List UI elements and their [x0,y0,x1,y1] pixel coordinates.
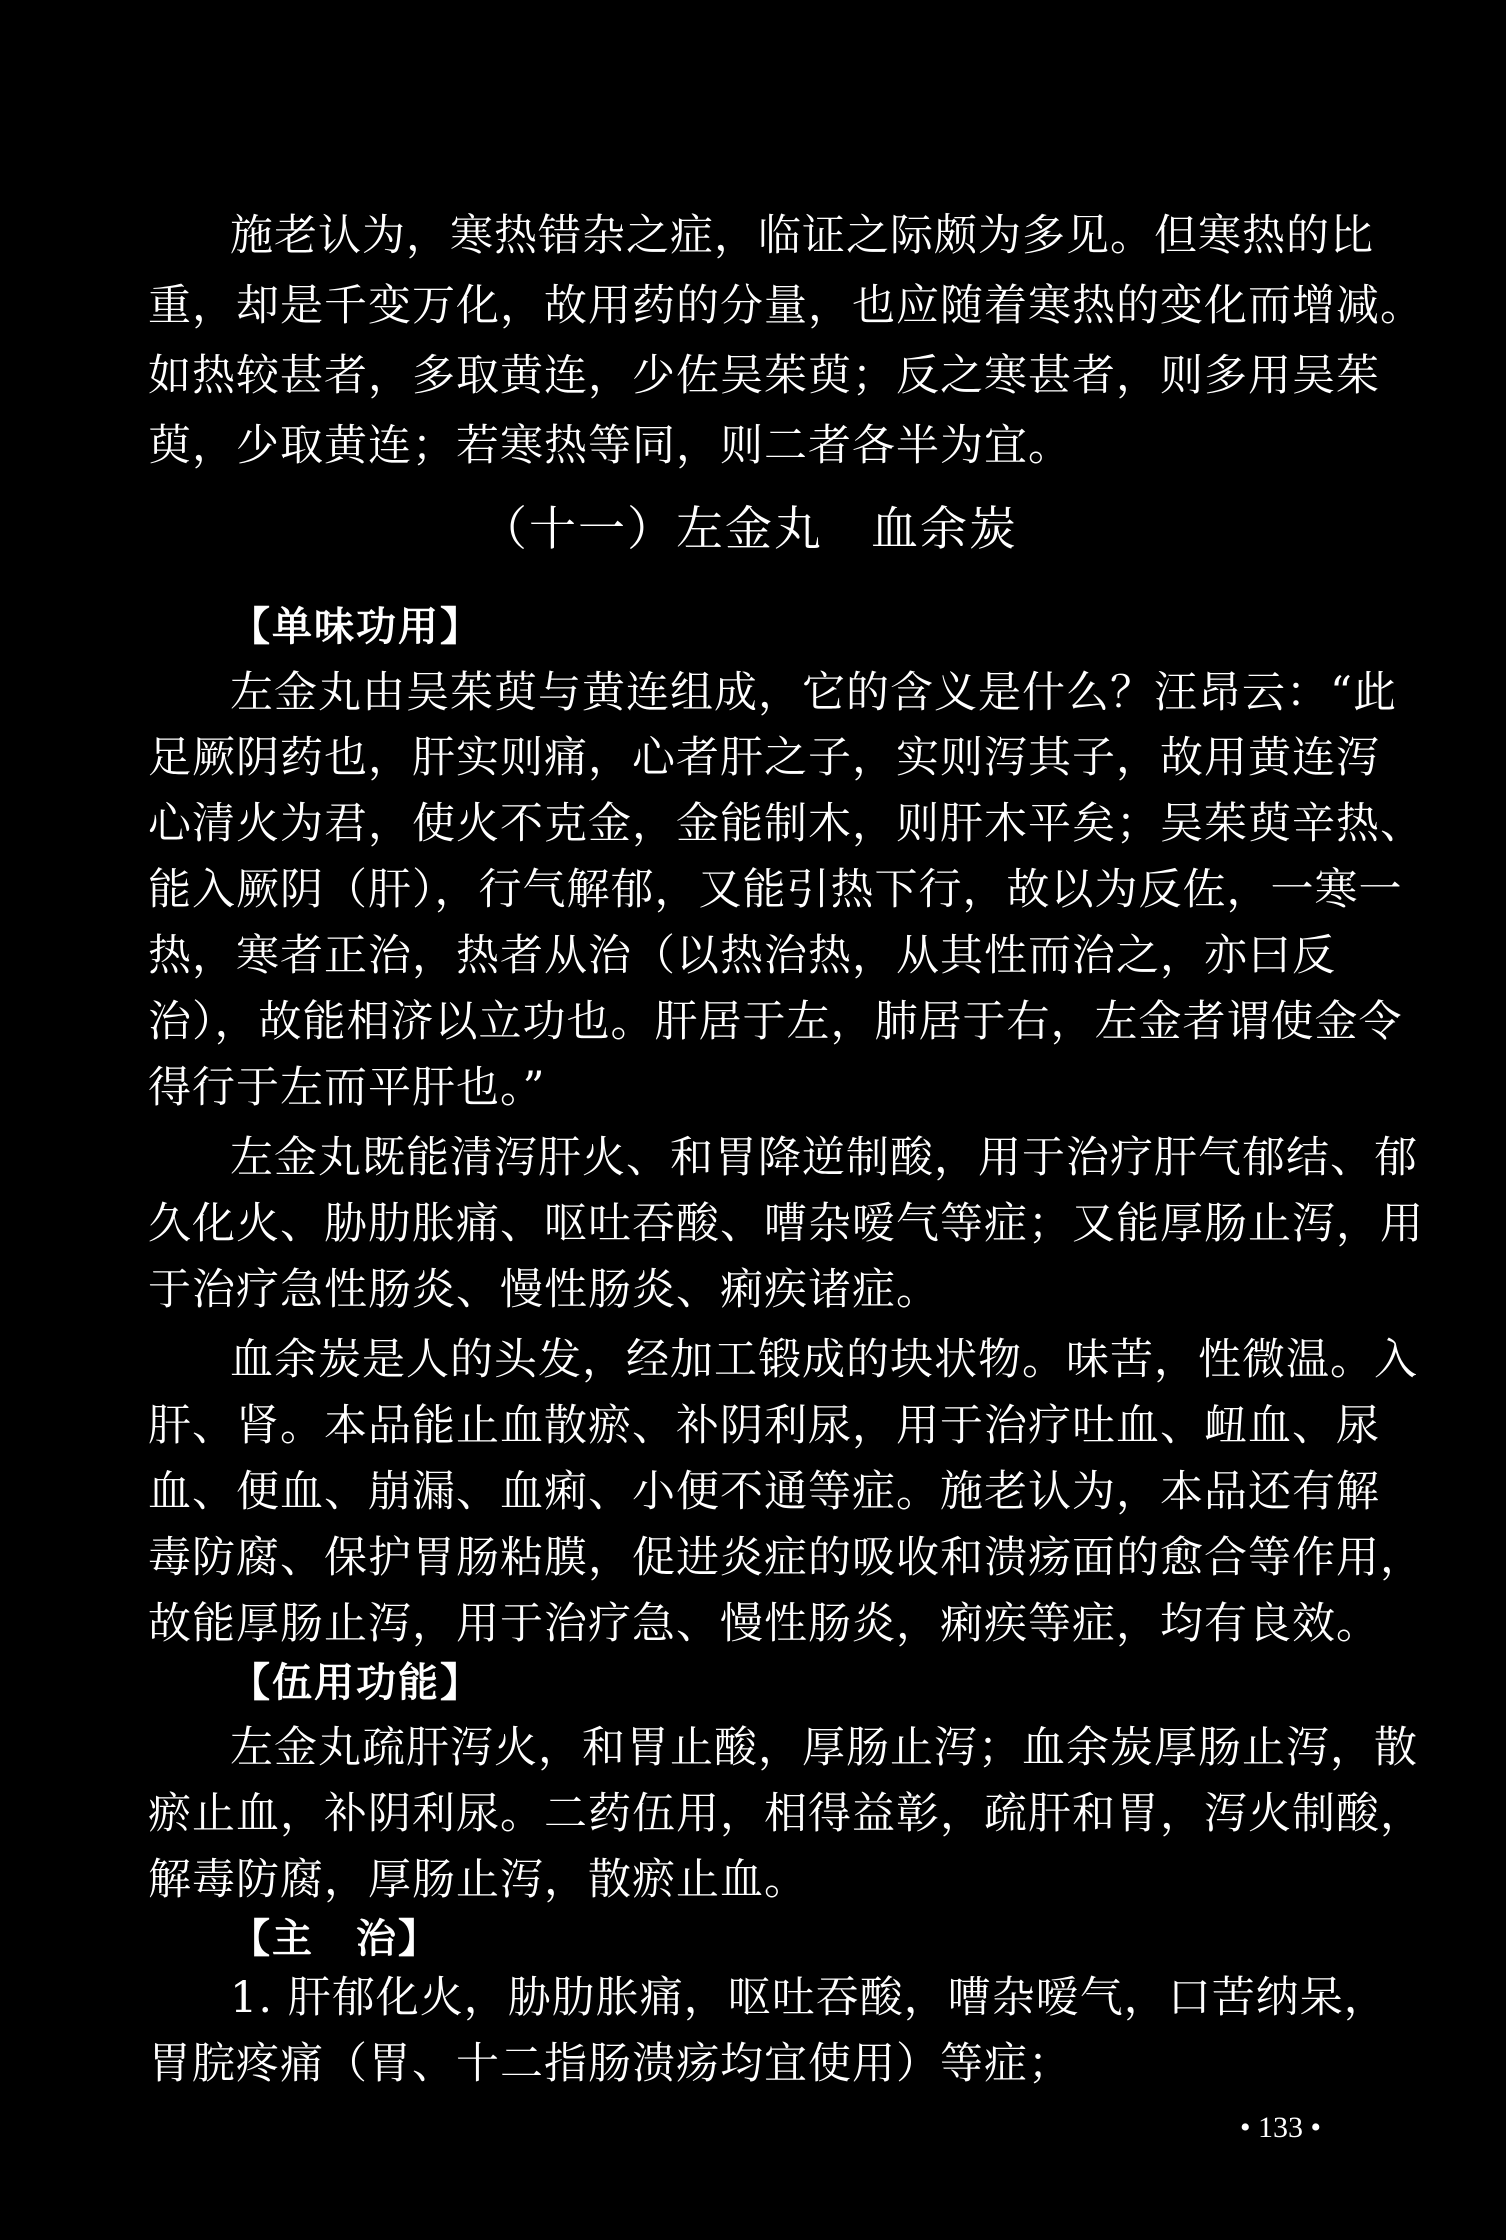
para1-line-2: 足厥阴药也，肝实则痛，心者肝之子，实则泻其子，故用黄连泻 [148,733,1380,783]
heading-combined-function: 【伍用功能】 [230,1660,482,1706]
para3-line-1: 血余炭是人的头发，经加工锻成的块状物。味苦，性微温。入 [230,1335,1418,1385]
section-number: （十一） [480,502,676,557]
page-number: • 133 • [1240,2111,1322,2144]
para1-line-1: 左金丸由吴茱萸与黄连组成，它的含义是什么？汪昂云：“此 [230,668,1397,718]
para1-line-4: 能入厥阴（肝），行气解郁，又能引热下行，故以为反佐，一寒一 [148,865,1403,915]
para2-line-2: 久化火、胁肋胀痛、呕吐吞酸、嘈杂嗳气等症；又能厚肠止泻，用 [148,1199,1424,1249]
section-title [480,500,1018,560]
intro-line-4: 萸，少取黄连；若寒热等同，则二者各半为宜。 [148,421,1072,471]
section-drug-2: 血余炭 [871,502,1018,557]
para2-line-3: 于治疗急性肠炎、慢性肠炎、痢疾诸症。 [148,1265,940,1315]
intro-line-3: 如热较甚者，多取黄连，少佐吴茱萸；反之寒甚者，则多用吴茱 [148,351,1380,401]
intro-line-2: 重，却是千变万化，故用药的分量，也应随着寒热的变化而增减。 [148,281,1424,331]
para1-line-7: 得行于左而平肝也。” [148,1063,546,1113]
combined-line-3: 解毒防腐，厚肠止泻，散瘀止血。 [148,1855,808,1905]
para3-line-3: 血、便血、崩漏、血痢、小便不通等症。施老认为，本品还有解 [148,1467,1380,1517]
para3-line-5: 故能厚肠止泻，用于治疗急、慢性肠炎，痢疾等症，均有良效。 [148,1599,1380,1649]
heading-single-function: 【单味功用】 [230,604,482,650]
indications-line-2: 胃脘疼痛（胃、十二指肠溃疡均宜使用）等症； [148,2039,1072,2089]
combined-line-1: 左金丸疏肝泻火，和胃止酸，厚肠止泻；血余炭厚肠止泻，散 [230,1723,1418,1773]
indications-line-1: 1. 肝郁化火，胁肋胀痛，呕吐吞酸，嘈杂嗳气，口苦纳呆， [230,1973,1388,2023]
para1-line-3: 心清火为君，使火不克金，金能制木，则肝木平矣；吴茱萸辛热、 [148,799,1424,849]
section-drug-1: 左金丸 [676,502,823,557]
intro-line-1: 施老认为，寒热错杂之症，临证之际颇为多见。但寒热的比 [230,211,1374,261]
combined-line-2: 瘀止血，补阴利尿。二药伍用，相得益彰，疏肝和胃，泻火制酸， [148,1789,1424,1839]
heading-indications: 【主 治】 [230,1916,440,1962]
para3-line-4: 毒防腐、保护胃肠粘膜，促进炎症的吸收和溃疡面的愈合等作用， [148,1533,1424,1583]
para3-line-2: 肝、肾。本品能止血散瘀、补阴利尿，用于治疗吐血、衄血、尿 [148,1401,1380,1451]
para2-line-1: 左金丸既能清泻肝火、和胃降逆制酸，用于治疗肝气郁结、郁 [230,1133,1418,1183]
para1-line-5: 热，寒者正治，热者从治（以热治热，从其性而治之，亦曰反 [148,931,1336,981]
para1-line-6: 治），故能相济以立功也。肝居于左，肺居于右，左金者谓使金令 [148,997,1403,1047]
